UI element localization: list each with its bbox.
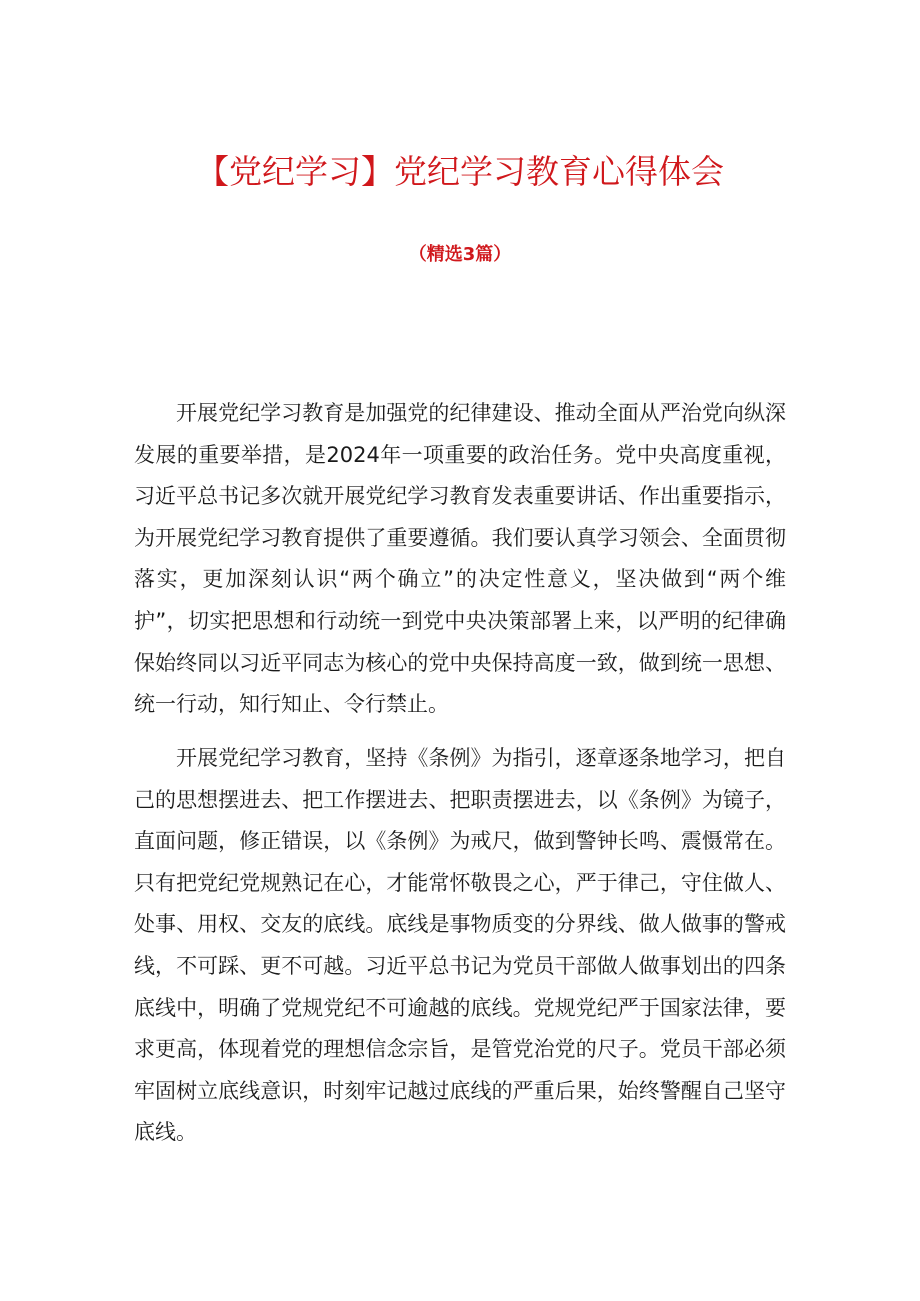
document-subtitle: （精选3篇）	[408, 244, 512, 265]
document-title: 【党纪学习】党纪学习教育心得体会	[196, 152, 724, 191]
paragraph-2: 开展党纪学习教育，坚持《条例》为指引，逐章逐条地学习，把自己的思想摆进去、把工作摆进去、把职责摆进去，以《条例》为镜子，直面问题，修正错误，以《条例》为戒尺，做到警钟长鸣、震慑常在。只有把党纪党规熟记在心，才能常怀敬畏之心，严于律己，守住做人、处事、用权、交友的底线。底线是事物质变的分界线、做人做事的警戒线，不可踩、更不可越。习近平总书记为党员干部做人做事划出的四条底线中，明确了党规党纪不可逾越的底线。党规党纪严于国家法律，要求更高，体现着党的理想信念宗旨，是管党治党的尺子。党员干部必须牢固树立底线意识，时刻牢记越过底线的严重后果，始终警醒自己坚守底线。	[134, 746, 786, 1145]
paragraph-1: 开展党纪学习教育是加强党的纪律建设、推动全面从严治党向纵深发展的重要举措，是2024年一项重要的政治任务。党中央高度重视，习近平总书记多次就开展党纪学习教育发表重要讲话、作出重要指示，为开展党纪学习教育提供了重要遵循。我们要认真学习领会、全面贯彻落实，更加深刻认识“两个确立”的决定性意义，坚决做到“两个维护”，切实把思想和行动统一到党中央决策部署上来，以严明的纪律确保始终同以习近平同志为核心的党中央保持高度一致，做到统一思想、统一行动，知行知止、令行禁止。	[134, 401, 786, 717]
